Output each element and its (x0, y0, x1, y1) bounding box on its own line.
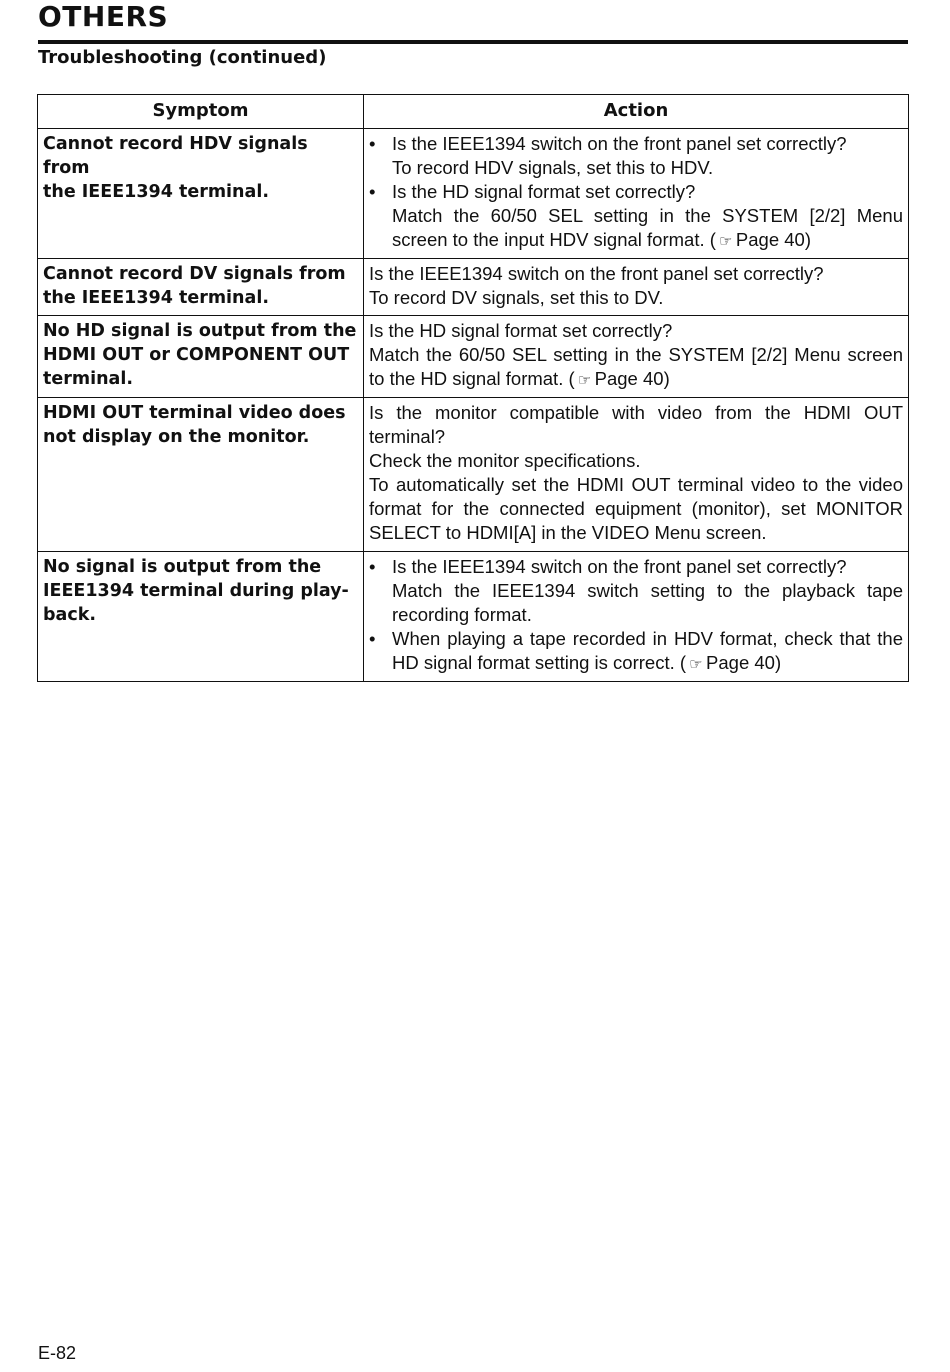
page-reference: Page 40) (594, 368, 670, 389)
symptom-text: No HD signal is output from the (43, 321, 357, 341)
symptom-text: HDMI OUT terminal video does not display on the monitor. (43, 403, 346, 447)
action-text: To record HDV signals, set this to HDV. (392, 157, 714, 178)
action-text (392, 627, 903, 677)
table-row (38, 398, 909, 552)
section-title: OTHERS (38, 0, 169, 33)
action-text: Match the 60/50 SEL setting in the SYSTEM [2/2] Menu screen to the input HDV signal format. ( (392, 205, 903, 250)
header-symptom: Symptom (38, 95, 364, 129)
action-text: Is the HD signal format set correctly? (369, 320, 673, 341)
symptom-cell (38, 552, 364, 682)
table-row (38, 552, 909, 682)
action-bullet (369, 180, 903, 254)
symptom-text: No signal is output from the (43, 557, 322, 577)
action-text: To automatically set the HDMI OUT terminal video to the video format for the connected equipment (monitor), set MONITOR SELECT to HDMI[A] in the VIDEO Menu screen. (369, 474, 903, 543)
symptom-text: Cannot record HDV signals from (43, 134, 308, 178)
action-text: Match the 60/50 SEL setting in the SYSTEM [2/2] Menu screen to the HD signal format. ( (369, 344, 903, 389)
symptom-text: IEEE1394 terminal during play- (43, 581, 349, 601)
symptom-cell (38, 259, 364, 316)
action-text (392, 204, 903, 254)
troubleshooting-table (37, 94, 909, 682)
symptom-text: terminal. (43, 369, 134, 389)
bullet-icon: • (369, 628, 376, 649)
page-subtitle: Troubleshooting (continued) (38, 47, 327, 68)
action-text: Is the IEEE1394 switch on the front panel set correctly? (392, 556, 847, 577)
action-text: When playing a tape recorded in HDV format, check that the HD signal format setting is correct. ( (392, 628, 903, 673)
action-cell (364, 552, 909, 682)
action-cell (364, 129, 909, 259)
page-reference-icon: ☞ (689, 656, 703, 673)
table-row (38, 316, 909, 398)
symptom-text: HDMI OUT or COMPONENT OUT (43, 345, 350, 365)
symptom-cell (38, 398, 364, 552)
action-text: Check the monitor specifications. (369, 450, 641, 471)
symptom-text: Cannot record DV signals from the IEEE1394 terminal. (43, 264, 346, 308)
symptom-text: the IEEE1394 terminal. (43, 182, 269, 202)
action-text: Is the IEEE1394 switch on the front panel set correctly? (392, 133, 847, 154)
bullet-icon: • (369, 556, 376, 577)
action-cell (364, 259, 909, 316)
action-text: Is the HD signal format set correctly? (392, 181, 696, 202)
symptom-cell (38, 316, 364, 398)
action-text: Match the IEEE1394 switch setting to the playback tape recording format. (392, 580, 903, 625)
table-row (38, 129, 909, 259)
bullet-icon: • (369, 133, 376, 154)
page-reference-icon: ☞ (577, 372, 592, 389)
title-rule (38, 40, 908, 44)
table-header-row (38, 95, 909, 129)
action-text: Is the IEEE1394 switch on the front panel set correctly? (369, 263, 824, 284)
page-reference: Page 40) (735, 229, 811, 250)
action-bullet (369, 627, 903, 677)
action-cell (364, 398, 909, 552)
page-reference: Page 40) (706, 652, 782, 673)
bullet-icon: • (369, 181, 376, 202)
page-reference-icon: ☞ (719, 233, 733, 250)
table-row (38, 259, 909, 316)
action-cell (364, 316, 909, 398)
action-bullet (369, 555, 903, 627)
action-text: Is the monitor compatible with video from the HDMI OUT terminal? (369, 402, 903, 447)
header-action: Action (364, 95, 909, 129)
symptom-cell (38, 129, 364, 259)
action-bullet (369, 132, 903, 180)
page-number: E-82 (38, 1343, 77, 1363)
symptom-text: back. (43, 605, 96, 625)
action-text (369, 343, 903, 393)
action-text: To record DV signals, set this to DV. (369, 287, 664, 308)
